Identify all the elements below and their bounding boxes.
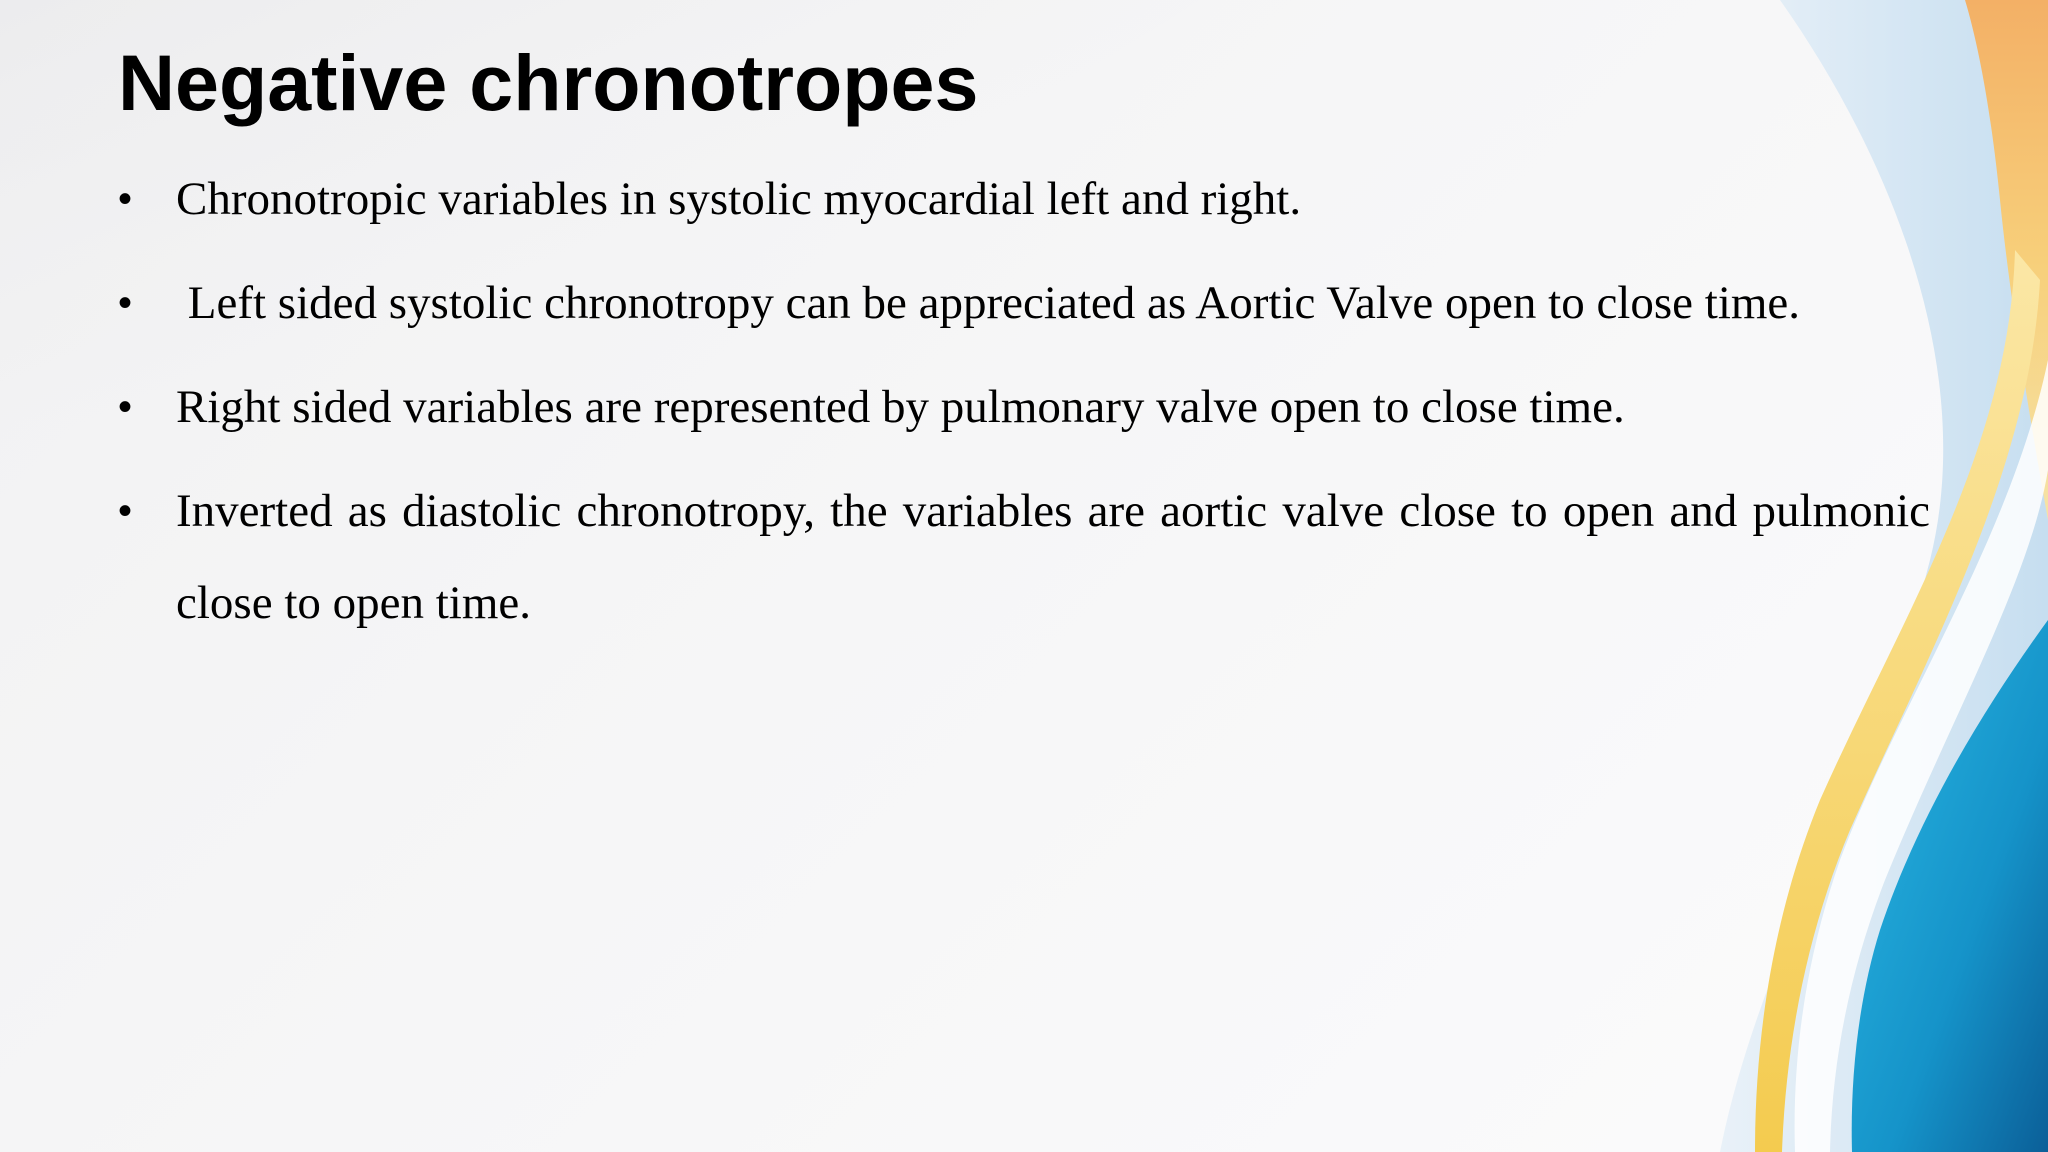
bullet-item bbox=[118, 465, 1930, 649]
bullet-marker: • bbox=[118, 281, 133, 325]
bullet-marker: • bbox=[118, 489, 133, 533]
bullet-text: Left sided systolic chronotropy can be appreciated as Aortic Valve open to close time. bbox=[176, 277, 1801, 329]
slide-title: Negative chronotropes bbox=[118, 38, 979, 127]
bullet-text: Right sided variables are represented by pulmonary valve open to close time. bbox=[176, 381, 1625, 433]
bullet-list bbox=[118, 153, 1930, 661]
bullet-marker: • bbox=[118, 177, 133, 221]
bullet-marker: • bbox=[118, 385, 133, 429]
bullet-item bbox=[118, 257, 1930, 349]
bullet-text: Inverted as diastolic chronotropy, the variables are aortic valve close to open and pulmonic close to open time. bbox=[176, 485, 1930, 629]
bullet-item bbox=[118, 153, 1930, 245]
bullet-item bbox=[118, 361, 1930, 453]
bullet-text: Chronotropic variables in systolic myocardial left and right. bbox=[176, 173, 1302, 225]
